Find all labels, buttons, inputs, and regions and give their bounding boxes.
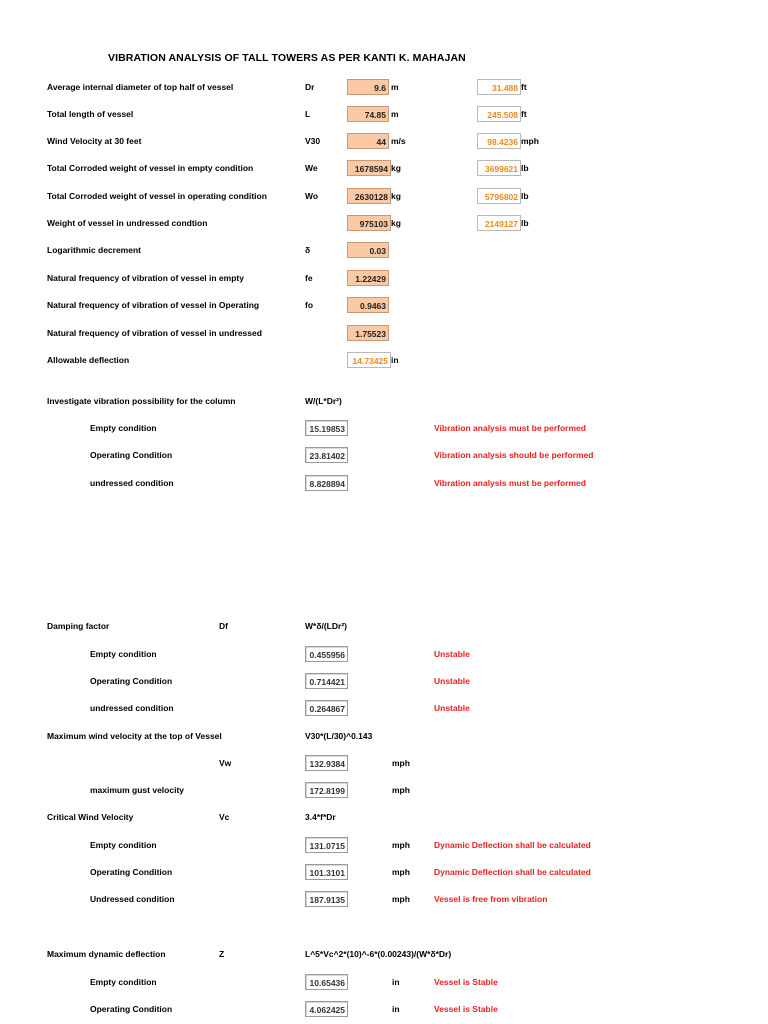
critical-formula: 3.4*f*Dr: [305, 812, 336, 822]
input-value-cell[interactable]: 0.03: [347, 242, 389, 258]
investigate-row-operating: [0, 447, 768, 463]
investigate-row-empty: [0, 420, 768, 436]
status-message: Unstable: [434, 649, 470, 659]
critical-row-undressed: [0, 891, 768, 907]
input-row-l: [0, 106, 768, 122]
input-row-we: [0, 160, 768, 176]
status-message: Vibration analysis should be performed: [434, 450, 594, 460]
converted-value-cell[interactable]: 245.508: [477, 106, 521, 122]
input-label: Total length of vessel: [47, 109, 134, 119]
input-row-fo: [0, 297, 768, 313]
input-symbol: fe: [305, 273, 313, 283]
input-symbol: L: [305, 109, 311, 119]
input-value-cell[interactable]: 1.22429: [347, 270, 389, 286]
input-value-cell[interactable]: 975103: [347, 215, 391, 231]
condition-label: Empty condition: [90, 977, 157, 987]
allowable-unit: in: [391, 355, 399, 365]
status-message: Vibration analysis must be performed: [434, 478, 586, 488]
result-value-cell[interactable]: 0.455956: [305, 646, 348, 662]
sheet-title: VIBRATION ANALYSIS OF TALL TOWERS AS PER KANTI K. MAHAJAN: [108, 52, 466, 64]
allowable-value-cell[interactable]: 14.73425: [347, 352, 391, 368]
input-value-cell[interactable]: 0.9463: [347, 297, 389, 313]
input-symbol: Wo: [305, 191, 319, 201]
result-unit: mph: [392, 867, 410, 877]
converted-unit: lb: [521, 218, 529, 228]
input-unit: m/s: [391, 136, 406, 146]
input-symbol: Dr: [305, 82, 315, 92]
investigate-row-undressed: [0, 475, 768, 491]
gust-label: maximum gust velocity: [90, 785, 185, 795]
converted-value-cell[interactable]: 31.488: [477, 79, 521, 95]
input-label: Natural frequency of vibration of vessel in Operating: [47, 300, 260, 310]
input-row-log-decrement: [0, 242, 768, 258]
input-row-v30: [0, 133, 768, 149]
input-value-cell[interactable]: 2630128: [347, 188, 391, 204]
result-unit: mph: [392, 840, 410, 850]
condition-label: Operating Condition: [90, 450, 173, 460]
converted-value-cell[interactable]: 2149127: [477, 215, 521, 231]
deflection-row-operating: [0, 1001, 768, 1017]
investigate-label: Investigate vibration possibility for the column: [47, 396, 236, 406]
investigate-header-row: [0, 393, 768, 409]
investigate-formula: W/(L*Dr²): [305, 396, 342, 406]
status-message: Unstable: [434, 676, 470, 686]
damping-row-empty: [0, 646, 768, 662]
deflection-formula: L^5*Vc^2*(10)^-6*(0.00243)/(W*δ*Dr): [305, 949, 452, 959]
input-symbol: fo: [305, 300, 314, 310]
result-value-cell[interactable]: 187.9135: [305, 891, 348, 907]
damping-label: Damping factor: [47, 621, 110, 631]
input-unit: kg: [391, 191, 401, 201]
status-message: Vessel is Stable: [434, 977, 498, 987]
deflection-row-empty: [0, 974, 768, 990]
input-symbol: We: [305, 163, 318, 173]
damping-header-row: [0, 618, 768, 634]
status-message: Vessel is free from vibration: [434, 894, 548, 904]
input-row-wo: [0, 188, 768, 204]
result-unit: in: [392, 1004, 400, 1014]
condition-label: Empty condition: [90, 840, 157, 850]
result-value-cell[interactable]: 101.3101: [305, 864, 348, 880]
converted-unit: lb: [521, 163, 529, 173]
input-value-cell[interactable]: 9.6: [347, 79, 389, 95]
max-wind-header-row: [0, 728, 768, 744]
max-wind-label: Maximum wind velocity at the top of Vessel: [47, 731, 222, 741]
result-value-cell[interactable]: 132.9384: [305, 755, 348, 771]
deflection-label: Maximum dynamic deflection: [47, 949, 166, 959]
input-symbol: δ: [305, 245, 311, 255]
input-label: Natural frequency of vibration of vessel in undressed: [47, 328, 262, 338]
input-value-cell[interactable]: 1678594: [347, 160, 391, 176]
input-label: Average internal diameter of top half of vessel: [47, 82, 234, 92]
input-label: Total Corroded weight of vessel in operating condition: [47, 191, 267, 201]
result-value-cell[interactable]: 23.81402: [305, 447, 348, 463]
max-gust-row: [0, 782, 768, 798]
condition-label: Empty condition: [90, 423, 157, 433]
result-value-cell[interactable]: 8.828894: [305, 475, 348, 491]
damping-row-operating: [0, 673, 768, 689]
deflection-header-row: [0, 946, 768, 962]
input-value-cell[interactable]: 1.75523: [347, 325, 389, 341]
deflection-symbol: Z: [219, 949, 225, 959]
result-value-cell[interactable]: 0.714421: [305, 673, 348, 689]
result-unit: mph: [392, 758, 410, 768]
converted-value-cell[interactable]: 5796802: [477, 188, 521, 204]
input-row-undressed-weight: [0, 215, 768, 231]
input-unit: m: [391, 109, 399, 119]
critical-row-operating: [0, 864, 768, 880]
status-message: Dynamic Deflection shall be calculated: [434, 840, 591, 850]
condition-label: Operating Condition: [90, 676, 173, 686]
vw-symbol: Vw: [219, 758, 232, 768]
max-wind-formula: V30*(L/30)^0.143: [305, 731, 373, 741]
converted-unit: ft: [521, 109, 527, 119]
damping-row-undressed: [0, 700, 768, 716]
condition-label: Empty condition: [90, 649, 157, 659]
input-label: Natural frequency of vibration of vessel in empty: [47, 273, 244, 283]
input-unit: kg: [391, 218, 401, 228]
converted-unit: ft: [521, 82, 527, 92]
converted-unit: lb: [521, 191, 529, 201]
input-label: Weight of vessel in undressed condtion: [47, 218, 208, 228]
allowable-label: Allowable deflection: [47, 355, 130, 365]
input-value-cell[interactable]: 44: [347, 133, 389, 149]
critical-header-row: [0, 809, 768, 825]
status-message: Dynamic Deflection shall be calculated: [434, 867, 591, 877]
converted-value-cell[interactable]: 3699621: [477, 160, 521, 176]
status-message: Vessel is Stable: [434, 1004, 498, 1014]
condition-label: Undressed condition: [90, 894, 175, 904]
result-value-cell[interactable]: 15.19853: [305, 420, 348, 436]
input-unit: kg: [391, 163, 401, 173]
converted-unit: mph: [521, 136, 539, 146]
condition-label: Operating Condition: [90, 867, 173, 877]
result-value-cell[interactable]: 10.65436: [305, 974, 348, 990]
allowable-deflection-row: [0, 352, 768, 368]
input-row-fu: [0, 325, 768, 341]
result-value-cell[interactable]: 172.8199: [305, 782, 348, 798]
input-label: Logarithmic decrement: [47, 245, 141, 255]
converted-value-cell[interactable]: 98.4236: [477, 133, 521, 149]
input-row-fe: [0, 270, 768, 286]
max-wind-vw-row: [0, 755, 768, 771]
status-message: Vibration analysis must be performed: [434, 423, 586, 433]
critical-row-empty: [0, 837, 768, 853]
result-unit: in: [392, 977, 400, 987]
result-unit: mph: [392, 894, 410, 904]
condition-label: undressed condition: [90, 478, 174, 488]
result-value-cell[interactable]: 131.0715: [305, 837, 348, 853]
condition-label: undressed condition: [90, 703, 174, 713]
status-message: Unstable: [434, 703, 470, 713]
input-unit: m: [391, 82, 399, 92]
result-value-cell[interactable]: 0.264867: [305, 700, 348, 716]
result-unit: mph: [392, 785, 410, 795]
input-row-dr: [0, 79, 768, 95]
damping-symbol: Df: [219, 621, 228, 631]
condition-label: Operating Condition: [90, 1004, 173, 1014]
input-label: Total Corroded weight of vessel in empty condition: [47, 163, 254, 173]
damping-formula: W*δ/(LDr²): [305, 621, 347, 631]
result-value-cell[interactable]: 4.062425: [305, 1001, 348, 1017]
input-label: Wind Velocity at 30 feet: [47, 136, 142, 146]
input-value-cell[interactable]: 74.85: [347, 106, 389, 122]
critical-symbol: Vc: [219, 812, 230, 822]
input-symbol: V30: [305, 136, 321, 146]
critical-label: Critical Wind Velocity: [47, 812, 134, 822]
